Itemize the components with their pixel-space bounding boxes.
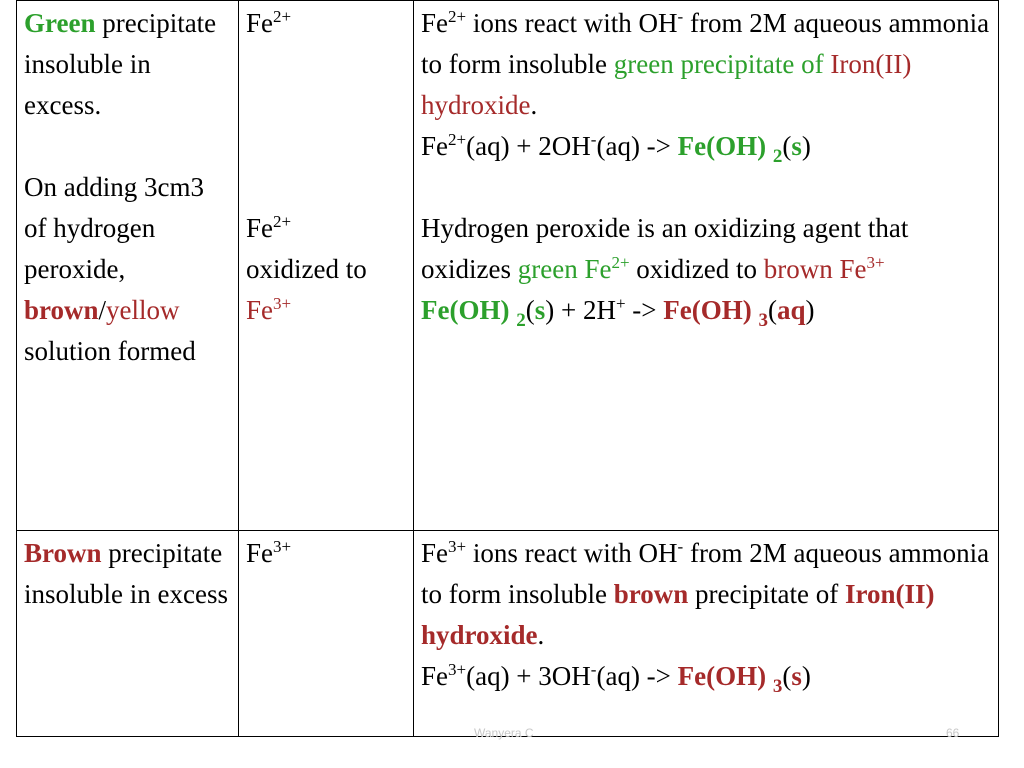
reaction-table	[16, 0, 999, 737]
exp-text: Hydrogen peroxide is an oxidizing agent that oxidizes	[421, 213, 909, 284]
obs-text: Brown	[24, 538, 102, 568]
eq-text: (	[767, 295, 777, 325]
obs-text: On adding 3cm3 of hydrogen peroxide,	[24, 172, 204, 284]
spacer	[421, 167, 992, 208]
ion-charge: 3+	[273, 294, 292, 313]
eq-text: (	[782, 661, 792, 691]
eq-text: (	[782, 131, 792, 161]
explanation-paragraph	[421, 533, 992, 656]
eq-charge: 2+	[448, 130, 467, 149]
exp-text: .	[530, 90, 538, 120]
exp-charge: 3+	[448, 537, 467, 556]
footer-author: Wanyera C	[474, 726, 534, 740]
exp-text: ions react with OH	[466, 538, 678, 568]
exp-text: Iron(II) hydroxide	[421, 49, 912, 120]
equation	[421, 126, 992, 167]
explanation-cell	[414, 1, 999, 531]
ion-charge: 2+	[273, 7, 292, 26]
ion-charge: 2+	[273, 212, 292, 231]
eq-text: Fe(OH)	[663, 295, 759, 325]
exp-charge: -	[677, 7, 684, 26]
eq-charge: 3+	[448, 660, 467, 679]
eq-text: Fe(OH)	[677, 131, 773, 161]
exp-charge: -	[677, 537, 684, 556]
ion-line	[246, 290, 407, 331]
eq-text: s	[534, 295, 546, 325]
eq-charge: -	[590, 660, 597, 679]
exp-text: Fe	[421, 538, 448, 568]
spacer	[246, 44, 407, 208]
eq-text: (aq) ->	[596, 131, 678, 161]
exp-charge: 2+	[448, 7, 467, 26]
eq-text: (aq) ->	[596, 661, 678, 691]
table-row	[17, 531, 999, 737]
eq-subscript: 3	[758, 310, 768, 331]
exp-text: brown	[613, 579, 689, 609]
eq-subscript: 3	[772, 676, 783, 697]
obs-text: precipitate insoluble in excess	[24, 538, 228, 609]
exp-text: ions react with OH	[466, 8, 678, 38]
obs-text: /	[98, 295, 107, 325]
ion-text: Fe	[246, 295, 273, 325]
ion-line	[246, 208, 407, 249]
eq-text: )	[805, 295, 815, 325]
explanation-paragraph	[421, 208, 992, 290]
eq-charge: +	[615, 294, 626, 313]
eq-text: s	[791, 661, 802, 691]
exp-text: oxidized to	[629, 254, 764, 284]
explanation-paragraph	[421, 3, 992, 126]
eq-text: ) + 2H	[545, 295, 616, 325]
eq-text: )	[801, 661, 811, 691]
eq-text: (	[525, 295, 535, 325]
ion-charge: 3+	[273, 537, 292, 556]
eq-subscript: 2	[516, 310, 526, 331]
eq-subscript: 2	[772, 146, 783, 167]
exp-text: from 2M aqueous ammonia to form insoluble	[421, 538, 990, 609]
eq-text: )	[801, 131, 811, 161]
ion-line	[246, 3, 407, 44]
ion-line: oxidized to	[246, 254, 367, 284]
ion-cell	[239, 531, 414, 737]
ion-text: Fe	[246, 8, 273, 38]
exp-text: Fe	[421, 8, 448, 38]
obs-text: solution formed	[24, 336, 196, 366]
observation-cell	[17, 1, 239, 531]
exp-text: from 2M aqueous ammonia to form insoluble	[421, 8, 990, 79]
eq-text: s	[791, 131, 802, 161]
ion-cell	[239, 1, 414, 531]
exp-charge: 2+	[611, 253, 630, 272]
eq-text: ->	[625, 295, 664, 325]
equation	[421, 656, 992, 697]
eq-text: Fe(OH)	[421, 295, 517, 325]
exp-text: green precipitate of	[613, 49, 831, 79]
eq-charge: -	[590, 130, 597, 149]
eq-text: Fe	[421, 131, 448, 161]
ion-text: Fe	[246, 538, 273, 568]
eq-text: (aq) + 3OH	[466, 661, 591, 691]
ion-text: Fe	[246, 213, 273, 243]
exp-text: brown Fe	[763, 254, 867, 284]
eq-text: Fe(OH)	[677, 661, 773, 691]
obs-text: brown	[24, 295, 99, 325]
exp-text: .	[537, 620, 545, 650]
eq-text: Fe	[421, 661, 448, 691]
eq-text: (aq) + 2OH	[466, 131, 591, 161]
exp-charge: 3+	[866, 253, 885, 272]
eq-text: aq	[776, 295, 806, 325]
table-row	[17, 1, 999, 531]
exp-text: Iron(II) hydroxide	[421, 579, 935, 650]
page-number: 66	[946, 726, 960, 740]
equation	[421, 290, 992, 331]
obs-text: precipitate insoluble in excess.	[24, 8, 217, 120]
exp-text: green Fe	[517, 254, 612, 284]
observation-cell	[17, 531, 239, 737]
exp-text: precipitate of	[688, 579, 845, 609]
spacer	[24, 126, 232, 167]
obs-text: Green	[24, 8, 96, 38]
obs-text: yellow	[106, 295, 180, 325]
explanation-cell	[414, 531, 999, 737]
